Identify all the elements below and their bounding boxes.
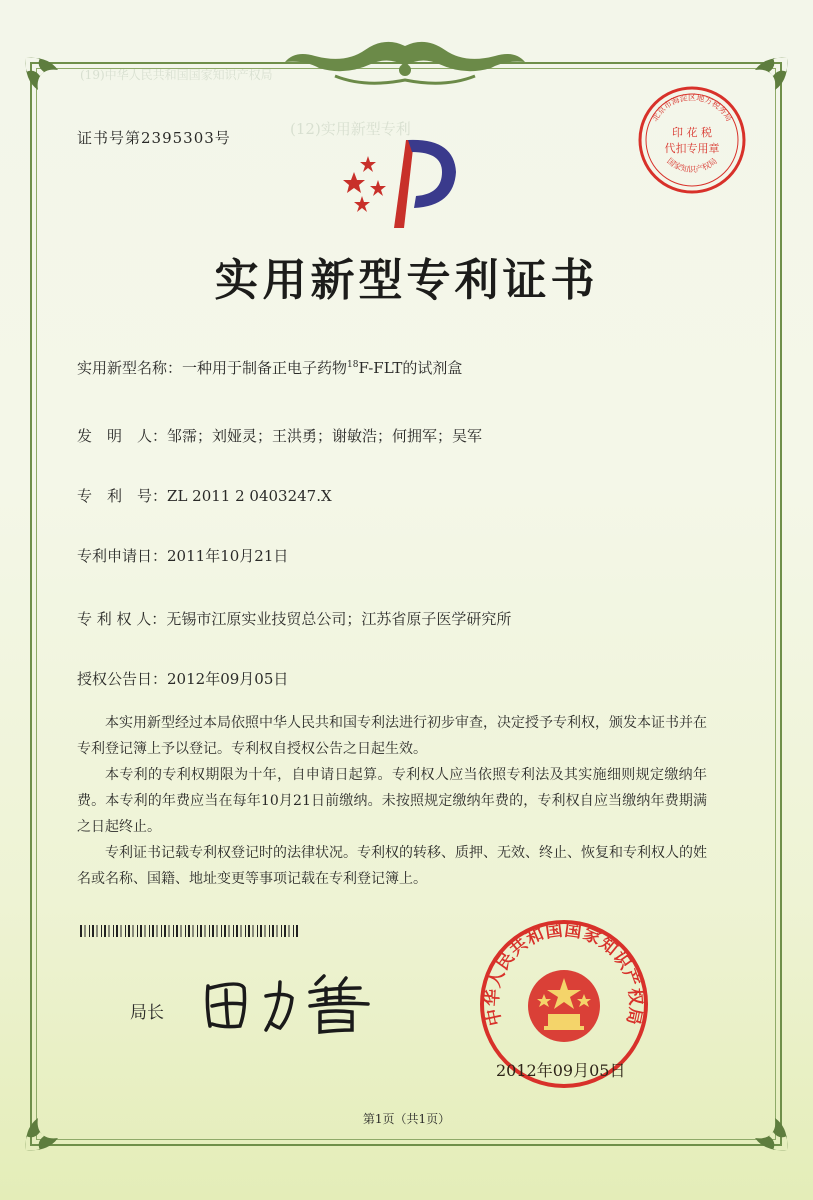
svg-text:北京市海淀区地方税务局: 北京市海淀区地方税务局 xyxy=(650,93,734,123)
barcode-bar xyxy=(245,925,246,937)
barcode-bar xyxy=(89,925,90,937)
field-value: ZL 2011 2 0403247.X xyxy=(167,487,332,505)
barcode-bar xyxy=(284,925,286,937)
barcode-bar xyxy=(265,925,266,937)
barcode-bar xyxy=(221,925,222,937)
field-patent-number xyxy=(77,485,332,506)
field-filing-date xyxy=(77,545,288,566)
sipo-logo-icon xyxy=(334,132,464,232)
field-label: 实用新型名称： xyxy=(77,359,183,377)
certificate-number: 证书号第2395303号 xyxy=(77,129,231,147)
barcode-bar xyxy=(188,925,190,937)
barcode-bar xyxy=(212,925,214,937)
barcode-bar xyxy=(229,925,230,937)
barcode-bar xyxy=(181,925,182,937)
barcode xyxy=(80,922,300,934)
barcode-bar xyxy=(169,925,170,937)
field-label: 授权公告日： xyxy=(77,670,168,688)
certificate-title: 实用新型专利证书 xyxy=(214,255,599,306)
field-announcement-date xyxy=(77,668,288,689)
barcode-bar xyxy=(197,925,198,937)
barcode-bar xyxy=(257,925,258,937)
barcode-bar xyxy=(133,925,134,937)
director-signature xyxy=(200,966,375,1038)
field-label: 专 利 权 人： xyxy=(77,610,167,628)
top-ornament xyxy=(275,36,535,92)
seal-date: 2012年09月05日 xyxy=(496,1061,626,1080)
barcode-bar xyxy=(104,925,106,937)
barcode-bar xyxy=(205,925,206,937)
barcode-bar xyxy=(176,925,178,937)
barcode-bar xyxy=(164,925,166,937)
barcode-bar xyxy=(200,925,202,937)
director-label: 局长 xyxy=(130,1003,164,1023)
barcode-bar xyxy=(233,925,234,937)
field-utility-model-name xyxy=(77,357,462,378)
barcode-bar xyxy=(97,925,98,937)
barcode-bar xyxy=(209,925,210,937)
svg-text:代扣专用章: 代扣专用章 xyxy=(664,142,720,155)
barcode-bar xyxy=(281,925,282,937)
barcode-bar xyxy=(149,925,150,937)
barcode-bar xyxy=(85,925,86,937)
seal-main-text: 中华人民共和国国家知识产权局 xyxy=(482,920,646,1028)
barcode-bar xyxy=(101,925,102,937)
barcode-bar xyxy=(173,925,174,937)
barcode-bar xyxy=(260,925,262,937)
barcode-bar xyxy=(113,925,114,937)
value-prefix: 一种用于制备正电子药物 xyxy=(182,359,348,377)
field-label: 发 明 人： xyxy=(77,427,168,445)
barcode-bar xyxy=(248,925,250,937)
barcode-bar xyxy=(296,925,298,937)
barcode-bar xyxy=(185,925,186,937)
barcode-bar xyxy=(157,925,158,937)
barcode-bar xyxy=(277,925,278,937)
barcode-bar xyxy=(152,925,154,937)
field-value: 2011年10月21日 xyxy=(167,547,289,565)
field-inventors xyxy=(77,425,482,446)
svg-text:国家知识产权局: 国家知识产权局 xyxy=(665,156,719,175)
field-value: 邹霈；刘娅灵；王洪勇；谢敏浩；何拥军；吴军 xyxy=(167,427,483,445)
barcode-bar xyxy=(121,925,122,937)
barcode-bar xyxy=(109,925,110,937)
barcode-bar xyxy=(193,925,194,937)
field-patentee xyxy=(77,608,511,629)
field-label: 专 利 号： xyxy=(77,487,168,505)
barcode-bar xyxy=(161,925,162,937)
field-value: 无锡市江原实业技贸总公司；江苏省原子医学研究所 xyxy=(166,610,512,628)
body-paragraph-2: 本专利的专利权期限为十年，自申请日起算。专利权人应当依照专利法及其实施细则规定缴纳年费。本专利的年费应当在每年10月21日前缴纳。未按照规定缴纳年费的，专利权自应当缴纳年费期满之日起终止。 xyxy=(77,767,707,835)
corner-ornament-top-left xyxy=(18,50,88,120)
barcode-bar xyxy=(80,925,82,937)
field-value xyxy=(182,359,462,377)
field-value: 2012年09月05日 xyxy=(167,670,289,688)
field-label: 专利申请日： xyxy=(77,547,168,565)
barcode-bar xyxy=(125,925,126,937)
barcode-bar xyxy=(137,925,138,937)
barcode-bar xyxy=(269,925,270,937)
barcode-bar xyxy=(92,925,94,937)
ghost-text-type: (12)实用新型专利 xyxy=(290,120,411,138)
value-suffix: F-FLT的试剂盒 xyxy=(358,359,463,377)
body-paragraph-1: 本实用新型经过本局依照中华人民共和国专利法进行初步审查，决定授予专利权，颁发本证书并在专利登记簿上予以登记。专利权自授权公告之日起生效。 xyxy=(77,715,707,757)
certificate-body xyxy=(77,710,707,892)
svg-text:印 花 税: 印 花 税 xyxy=(672,126,712,139)
tax-stamp-seal xyxy=(636,84,748,196)
value-superscript: 18 xyxy=(347,360,359,370)
barcode-bar xyxy=(128,925,130,937)
barcode-bar xyxy=(116,925,118,937)
ghost-text-header: (19)中华人民共和国国家知识产权局 xyxy=(80,68,273,82)
barcode-bar xyxy=(145,925,146,937)
barcode-bar xyxy=(224,925,226,937)
barcode-bar xyxy=(293,925,294,937)
barcode-bar xyxy=(140,925,142,937)
barcode-bar xyxy=(289,925,290,937)
body-paragraph-3: 专利证书记载专利权登记时的法律状况。专利权的转移、质押、无效、终止、恢复和专利权人的姓名或名称、国籍、地址变更等事项记载在专利登记簿上。 xyxy=(77,845,707,887)
barcode-bar xyxy=(272,925,274,937)
page-footer: 第1页（共1页） xyxy=(362,1112,451,1126)
barcode-bar xyxy=(217,925,218,937)
barcode-bar xyxy=(241,925,242,937)
barcode-bar xyxy=(253,925,254,937)
barcode-bar xyxy=(236,925,238,937)
